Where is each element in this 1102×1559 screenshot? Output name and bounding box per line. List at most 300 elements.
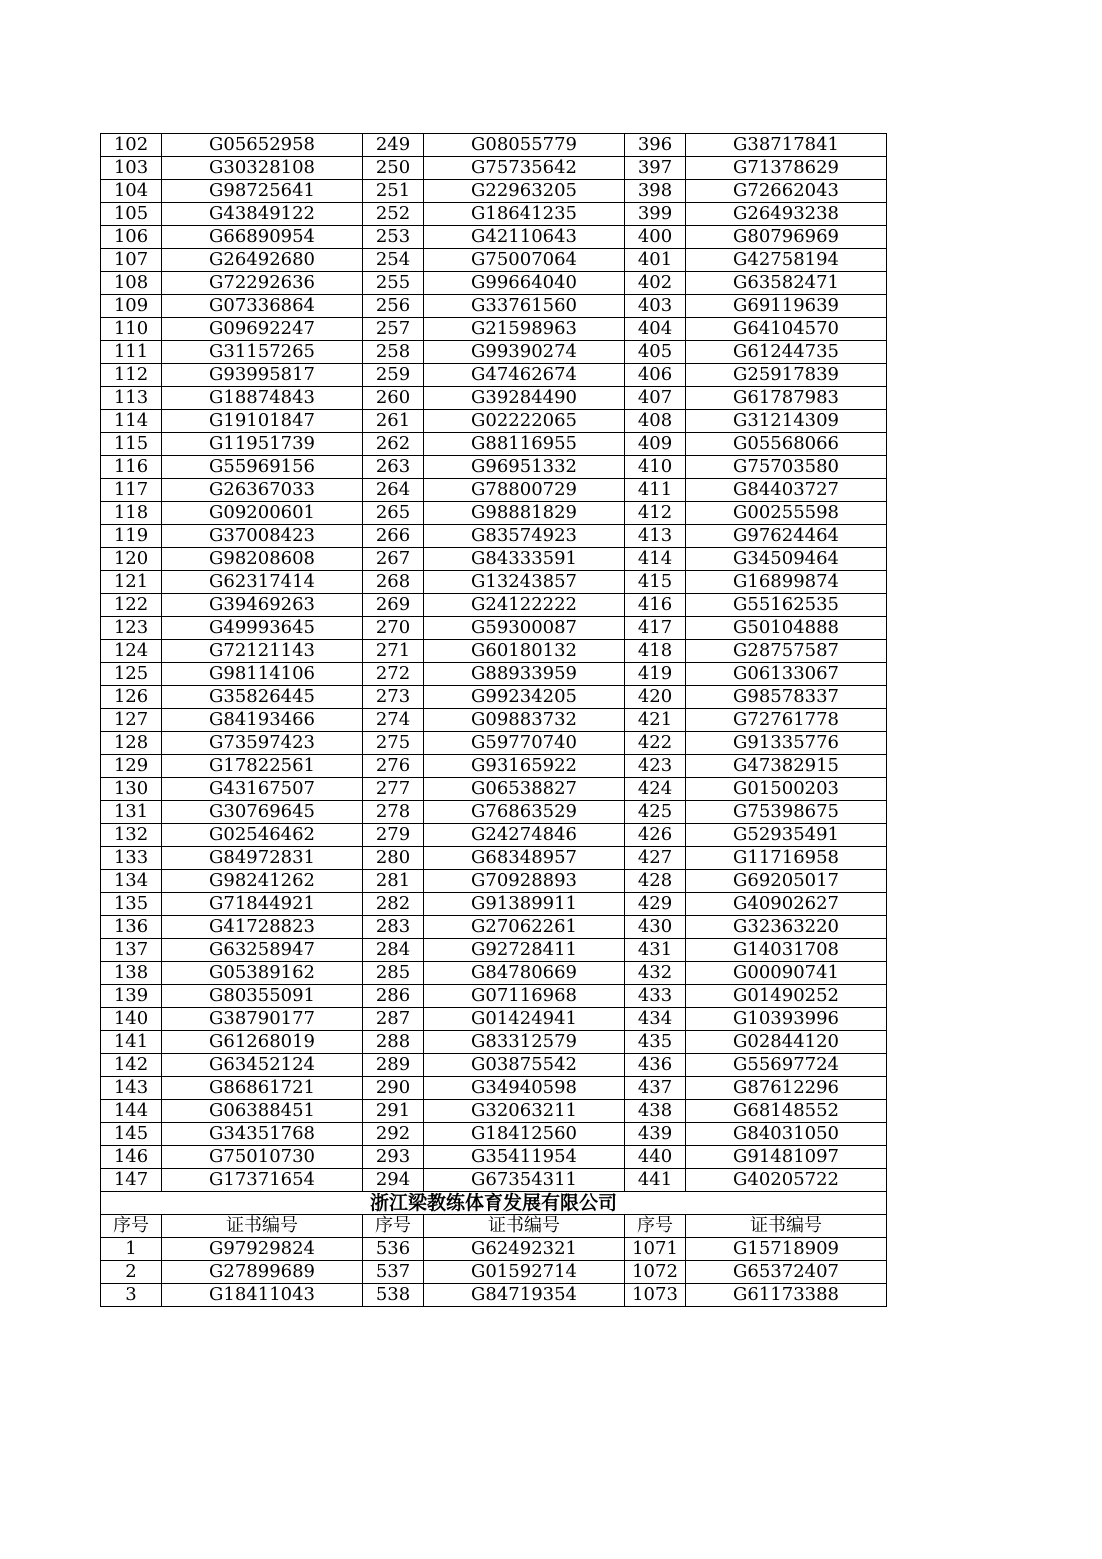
certificate-number-cell: G06133067 (686, 663, 887, 686)
certificate-number-cell: G01500203 (686, 778, 887, 801)
certificate-number-cell: G43849122 (162, 203, 363, 226)
serial-number-cell: 422 (625, 732, 686, 755)
certificate-number-cell: G50104888 (686, 617, 887, 640)
serial-number-cell: 250 (363, 157, 424, 180)
header-certificate-number: 证书编号 (162, 1215, 363, 1238)
certificate-number-cell: G05652958 (162, 134, 363, 157)
header-certificate-number: 证书编号 (686, 1215, 887, 1238)
certificate-number-cell: G14031708 (686, 939, 887, 962)
serial-number-cell: 419 (625, 663, 686, 686)
serial-number-cell: 398 (625, 180, 686, 203)
serial-number-cell: 427 (625, 847, 686, 870)
certificate-number-cell: G59770740 (424, 732, 625, 755)
serial-number-cell: 288 (363, 1031, 424, 1054)
certificate-number-cell: G78800729 (424, 479, 625, 502)
serial-number-cell: 410 (625, 456, 686, 479)
serial-number-cell: 432 (625, 962, 686, 985)
certificate-number-cell: G33761560 (424, 295, 625, 318)
serial-number-cell: 429 (625, 893, 686, 916)
serial-number-cell: 283 (363, 916, 424, 939)
certificate-number-cell: G73597423 (162, 732, 363, 755)
serial-number-cell: 147 (101, 1169, 162, 1192)
certificate-number-cell: G71844921 (162, 893, 363, 916)
serial-number-cell: 139 (101, 985, 162, 1008)
certificate-number-cell: G06388451 (162, 1100, 363, 1123)
table-row (101, 387, 887, 410)
serial-number-cell: 434 (625, 1008, 686, 1031)
certificate-number-cell: G11951739 (162, 433, 363, 456)
certificate-number-cell: G98725641 (162, 180, 363, 203)
certificate-number-cell: G84780669 (424, 962, 625, 985)
serial-number-cell: 117 (101, 479, 162, 502)
table-row (101, 1123, 887, 1146)
certificate-number-cell: G88116955 (424, 433, 625, 456)
serial-number-cell: 119 (101, 525, 162, 548)
certificate-number-cell: G69205017 (686, 870, 887, 893)
top-section-body (101, 134, 887, 1192)
certificate-number-cell: G42110643 (424, 226, 625, 249)
serial-number-cell: 146 (101, 1146, 162, 1169)
serial-number-cell: 125 (101, 663, 162, 686)
certificate-number-cell: G06538827 (424, 778, 625, 801)
certificate-number-cell: G40902627 (686, 893, 887, 916)
certificate-number-cell: G43167507 (162, 778, 363, 801)
certificate-number-cell: G72662043 (686, 180, 887, 203)
table-row (101, 962, 887, 985)
serial-number-cell: 421 (625, 709, 686, 732)
serial-number-cell: 416 (625, 594, 686, 617)
certificate-number-cell: G84333591 (424, 548, 625, 571)
serial-number-cell: 126 (101, 686, 162, 709)
serial-number-cell: 258 (363, 341, 424, 364)
serial-number-cell: 263 (363, 456, 424, 479)
table-row (101, 479, 887, 502)
certificate-number-cell: G63258947 (162, 939, 363, 962)
serial-number-cell: 278 (363, 801, 424, 824)
certificate-number-cell: G32363220 (686, 916, 887, 939)
certificate-number-cell: G72761778 (686, 709, 887, 732)
serial-number-cell: 291 (363, 1100, 424, 1123)
serial-number-cell: 129 (101, 755, 162, 778)
table-row (101, 1284, 887, 1307)
serial-number-cell: 280 (363, 847, 424, 870)
certificate-number-cell: G76863529 (424, 801, 625, 824)
header-certificate-number: 证书编号 (424, 1215, 625, 1238)
certificate-number-cell: G63452124 (162, 1054, 363, 1077)
certificate-number-cell: G17822561 (162, 755, 363, 778)
serial-number-cell: 284 (363, 939, 424, 962)
serial-number-cell: 414 (625, 548, 686, 571)
certificate-number-cell: G26493238 (686, 203, 887, 226)
certificate-number-cell: G98241262 (162, 870, 363, 893)
certificate-number-cell: G97929824 (162, 1238, 363, 1261)
certificate-number-cell: G91335776 (686, 732, 887, 755)
certificate-number-cell: G83574923 (424, 525, 625, 548)
certificate-number-cell: G39469263 (162, 594, 363, 617)
serial-number-cell: 104 (101, 180, 162, 203)
serial-number-cell: 1 (101, 1238, 162, 1261)
serial-number-cell: 407 (625, 387, 686, 410)
certificate-number-cell: G13243857 (424, 571, 625, 594)
certificate-number-cell: G38717841 (686, 134, 887, 157)
serial-number-cell: 409 (625, 433, 686, 456)
certificate-number-cell: G16899874 (686, 571, 887, 594)
certificate-number-cell: G96951332 (424, 456, 625, 479)
certificate-number-cell: G05389162 (162, 962, 363, 985)
serial-number-cell: 435 (625, 1031, 686, 1054)
certificate-number-cell: G42758194 (686, 249, 887, 272)
certificate-number-cell: G35826445 (162, 686, 363, 709)
serial-number-cell: 289 (363, 1054, 424, 1077)
certificate-number-cell: G18641235 (424, 203, 625, 226)
serial-number-cell: 411 (625, 479, 686, 502)
certificate-number-cell: G66890954 (162, 226, 363, 249)
certificate-number-cell: G99664040 (424, 272, 625, 295)
serial-number-cell: 420 (625, 686, 686, 709)
table-row (101, 410, 887, 433)
certificate-number-cell: G19101847 (162, 410, 363, 433)
serial-number-cell: 428 (625, 870, 686, 893)
serial-number-cell: 1072 (625, 1261, 686, 1284)
certificate-number-cell: G00090741 (686, 962, 887, 985)
serial-number-cell: 3 (101, 1284, 162, 1307)
serial-number-cell: 259 (363, 364, 424, 387)
table-row (101, 249, 887, 272)
certificate-number-cell: G41728823 (162, 916, 363, 939)
serial-number-cell: 276 (363, 755, 424, 778)
certificate-number-cell: G52935491 (686, 824, 887, 847)
serial-number-cell: 142 (101, 1054, 162, 1077)
serial-number-cell: 260 (363, 387, 424, 410)
serial-number-cell: 424 (625, 778, 686, 801)
serial-number-cell: 441 (625, 1169, 686, 1192)
certificate-number-cell: G25917839 (686, 364, 887, 387)
certificate-number-cell: G91389911 (424, 893, 625, 916)
serial-number-cell: 255 (363, 272, 424, 295)
certificate-number-cell: G84403727 (686, 479, 887, 502)
table-row (101, 870, 887, 893)
serial-number-cell: 279 (363, 824, 424, 847)
certificate-number-cell: G47462674 (424, 364, 625, 387)
certificate-number-cell: G72121143 (162, 640, 363, 663)
serial-number-cell: 116 (101, 456, 162, 479)
serial-number-cell: 264 (363, 479, 424, 502)
certificate-number-cell: G93995817 (162, 364, 363, 387)
serial-number-cell: 103 (101, 157, 162, 180)
serial-number-cell: 438 (625, 1100, 686, 1123)
header-serial: 序号 (101, 1215, 162, 1238)
serial-number-cell: 124 (101, 640, 162, 663)
certificate-number-cell: G84972831 (162, 847, 363, 870)
serial-number-cell: 1071 (625, 1238, 686, 1261)
serial-number-cell: 433 (625, 985, 686, 1008)
certificate-number-cell: G87612296 (686, 1077, 887, 1100)
certificate-number-cell: G64104570 (686, 318, 887, 341)
certificate-number-cell: G91481097 (686, 1146, 887, 1169)
certificate-number-cell: G72292636 (162, 272, 363, 295)
serial-number-cell: 133 (101, 847, 162, 870)
certificate-number-cell: G34351768 (162, 1123, 363, 1146)
certificate-number-cell: G83312579 (424, 1031, 625, 1054)
certificate-number-cell: G98578337 (686, 686, 887, 709)
table-row (101, 778, 887, 801)
company-section (101, 1192, 887, 1238)
certificate-number-cell: G34940598 (424, 1077, 625, 1100)
serial-number-cell: 262 (363, 433, 424, 456)
serial-number-cell: 269 (363, 594, 424, 617)
serial-number-cell: 251 (363, 180, 424, 203)
certificate-number-cell: G47382915 (686, 755, 887, 778)
serial-number-cell: 415 (625, 571, 686, 594)
table-row (101, 272, 887, 295)
serial-number-cell: 412 (625, 502, 686, 525)
serial-number-cell: 127 (101, 709, 162, 732)
certificate-number-cell: G26367033 (162, 479, 363, 502)
certificate-number-cell: G49993645 (162, 617, 363, 640)
certificate-number-cell: G68148552 (686, 1100, 887, 1123)
certificate-number-cell: G21598963 (424, 318, 625, 341)
table-row (101, 916, 887, 939)
serial-number-cell: 397 (625, 157, 686, 180)
table-row (101, 732, 887, 755)
certificate-number-cell: G39284490 (424, 387, 625, 410)
serial-number-cell: 137 (101, 939, 162, 962)
serial-number-cell: 536 (363, 1238, 424, 1261)
serial-number-cell: 138 (101, 962, 162, 985)
certificate-number-cell: G27062261 (424, 916, 625, 939)
certificate-number-cell: G62317414 (162, 571, 363, 594)
table-row (101, 847, 887, 870)
certificate-number-cell: G80796969 (686, 226, 887, 249)
serial-number-cell: 254 (363, 249, 424, 272)
table-row (101, 134, 887, 157)
certificate-number-cell: G02222065 (424, 410, 625, 433)
serial-number-cell: 112 (101, 364, 162, 387)
table-row (101, 364, 887, 387)
certificate-number-cell: G61244735 (686, 341, 887, 364)
certificate-number-cell: G07116968 (424, 985, 625, 1008)
serial-number-cell: 131 (101, 801, 162, 824)
serial-number-cell: 253 (363, 226, 424, 249)
certificate-number-cell: G75735642 (424, 157, 625, 180)
serial-number-cell: 402 (625, 272, 686, 295)
serial-number-cell: 294 (363, 1169, 424, 1192)
serial-number-cell: 425 (625, 801, 686, 824)
serial-number-cell: 107 (101, 249, 162, 272)
certificate-number-cell: G80355091 (162, 985, 363, 1008)
certificate-number-cell: G71378629 (686, 157, 887, 180)
serial-number-cell: 256 (363, 295, 424, 318)
certificate-number-cell: G18874843 (162, 387, 363, 410)
certificate-number-cell: G70928893 (424, 870, 625, 893)
certificate-number-cell: G17371654 (162, 1169, 363, 1192)
serial-number-cell: 399 (625, 203, 686, 226)
serial-number-cell: 136 (101, 916, 162, 939)
serial-number-cell: 123 (101, 617, 162, 640)
serial-number-cell: 290 (363, 1077, 424, 1100)
serial-number-cell: 401 (625, 249, 686, 272)
table-row (101, 1008, 887, 1031)
serial-number-cell: 293 (363, 1146, 424, 1169)
serial-number-cell: 266 (363, 525, 424, 548)
table-row (101, 180, 887, 203)
serial-number-cell: 431 (625, 939, 686, 962)
table-row (101, 433, 887, 456)
serial-number-cell: 282 (363, 893, 424, 916)
certificate-number-cell: G11716958 (686, 847, 887, 870)
certificate-number-cell: G75007064 (424, 249, 625, 272)
serial-number-cell: 405 (625, 341, 686, 364)
table-row (101, 640, 887, 663)
serial-number-cell: 403 (625, 295, 686, 318)
table-row (101, 571, 887, 594)
certificate-number-cell: G55969156 (162, 456, 363, 479)
serial-number-cell: 114 (101, 410, 162, 433)
certificate-number-cell: G75398675 (686, 801, 887, 824)
certificate-number-cell: G84719354 (424, 1284, 625, 1307)
serial-number-cell: 537 (363, 1261, 424, 1284)
table-row (101, 295, 887, 318)
table-row (101, 663, 887, 686)
certificate-number-cell: G59300087 (424, 617, 625, 640)
serial-number-cell: 396 (625, 134, 686, 157)
certificate-number-cell: G63582471 (686, 272, 887, 295)
serial-number-cell: 265 (363, 502, 424, 525)
serial-number-cell: 275 (363, 732, 424, 755)
certificate-number-cell: G34509464 (686, 548, 887, 571)
serial-number-cell: 404 (625, 318, 686, 341)
table-row (101, 1031, 887, 1054)
serial-number-cell: 440 (625, 1146, 686, 1169)
serial-number-cell: 140 (101, 1008, 162, 1031)
table-row (101, 1100, 887, 1123)
serial-number-cell: 292 (363, 1123, 424, 1146)
table-row (101, 893, 887, 916)
serial-number-cell: 267 (363, 548, 424, 571)
serial-number-cell: 130 (101, 778, 162, 801)
certificate-number-cell: G61173388 (686, 1284, 887, 1307)
serial-number-cell: 122 (101, 594, 162, 617)
table-row (101, 226, 887, 249)
certificate-number-cell: G30328108 (162, 157, 363, 180)
table-row (101, 1077, 887, 1100)
serial-number-cell: 118 (101, 502, 162, 525)
header-serial: 序号 (363, 1215, 424, 1238)
table-row (101, 985, 887, 1008)
serial-number-cell: 287 (363, 1008, 424, 1031)
certificate-number-cell: G67354311 (424, 1169, 625, 1192)
table-row (101, 525, 887, 548)
company-title: 浙江梁教练体育发展有限公司 (101, 1192, 887, 1215)
certificate-number-cell: G02844120 (686, 1031, 887, 1054)
certificate-number-cell: G31214309 (686, 410, 887, 433)
table-row (101, 1238, 887, 1261)
serial-number-cell: 121 (101, 571, 162, 594)
serial-number-cell: 132 (101, 824, 162, 847)
certificate-number-cell: G98881829 (424, 502, 625, 525)
certificate-number-cell: G15718909 (686, 1238, 887, 1261)
certificate-number-cell: G62492321 (424, 1238, 625, 1261)
serial-number-cell: 109 (101, 295, 162, 318)
serial-number-cell: 272 (363, 663, 424, 686)
serial-number-cell: 423 (625, 755, 686, 778)
certificate-number-cell: G61268019 (162, 1031, 363, 1054)
certificate-number-cell: G08055779 (424, 134, 625, 157)
certificate-number-cell: G30769645 (162, 801, 363, 824)
serial-number-cell: 105 (101, 203, 162, 226)
certificate-number-cell: G99390274 (424, 341, 625, 364)
serial-number-cell: 273 (363, 686, 424, 709)
certificate-number-cell: G22963205 (424, 180, 625, 203)
serial-number-cell: 426 (625, 824, 686, 847)
certificate-number-cell: G01424941 (424, 1008, 625, 1031)
table-row (101, 594, 887, 617)
company-section-body (101, 1238, 887, 1307)
certificate-number-cell: G84031050 (686, 1123, 887, 1146)
serial-number-cell: 400 (625, 226, 686, 249)
table-row (101, 318, 887, 341)
table-row (101, 1054, 887, 1077)
serial-number-cell: 143 (101, 1077, 162, 1100)
serial-number-cell: 439 (625, 1123, 686, 1146)
certificate-number-cell: G02546462 (162, 824, 363, 847)
table-row (101, 1261, 887, 1284)
certificate-table (100, 133, 887, 1307)
certificate-number-cell: G35411954 (424, 1146, 625, 1169)
serial-number-cell: 110 (101, 318, 162, 341)
certificate-number-cell: G09692247 (162, 318, 363, 341)
serial-number-cell: 102 (101, 134, 162, 157)
table-row (101, 1146, 887, 1169)
serial-number-cell: 145 (101, 1123, 162, 1146)
certificate-number-cell: G05568066 (686, 433, 887, 456)
certificate-number-cell: G40205722 (686, 1169, 887, 1192)
certificate-number-cell: G09883732 (424, 709, 625, 732)
header-row (101, 1215, 887, 1238)
table-row (101, 939, 887, 962)
certificate-number-cell: G31157265 (162, 341, 363, 364)
table-row (101, 1169, 887, 1192)
certificate-number-cell: G10393996 (686, 1008, 887, 1031)
serial-number-cell: 436 (625, 1054, 686, 1077)
table-row (101, 203, 887, 226)
serial-number-cell: 120 (101, 548, 162, 571)
certificate-number-cell: G37008423 (162, 525, 363, 548)
certificate-number-cell: G55697724 (686, 1054, 887, 1077)
serial-number-cell: 281 (363, 870, 424, 893)
table-row (101, 709, 887, 732)
serial-number-cell: 261 (363, 410, 424, 433)
serial-number-cell: 257 (363, 318, 424, 341)
certificate-number-cell: G03875542 (424, 1054, 625, 1077)
certificate-number-cell: G26492680 (162, 249, 363, 272)
certificate-number-cell: G60180132 (424, 640, 625, 663)
serial-number-cell: 538 (363, 1284, 424, 1307)
certificate-number-cell: G09200601 (162, 502, 363, 525)
serial-number-cell: 2 (101, 1261, 162, 1284)
certificate-number-cell: G92728411 (424, 939, 625, 962)
serial-number-cell: 285 (363, 962, 424, 985)
certificate-number-cell: G24274846 (424, 824, 625, 847)
certificate-number-cell: G18412560 (424, 1123, 625, 1146)
serial-number-cell: 418 (625, 640, 686, 663)
table-row (101, 157, 887, 180)
table-row (101, 755, 887, 778)
serial-number-cell: 249 (363, 134, 424, 157)
serial-number-cell: 1073 (625, 1284, 686, 1307)
certificate-number-cell: G88933959 (424, 663, 625, 686)
certificate-number-cell: G86861721 (162, 1077, 363, 1100)
